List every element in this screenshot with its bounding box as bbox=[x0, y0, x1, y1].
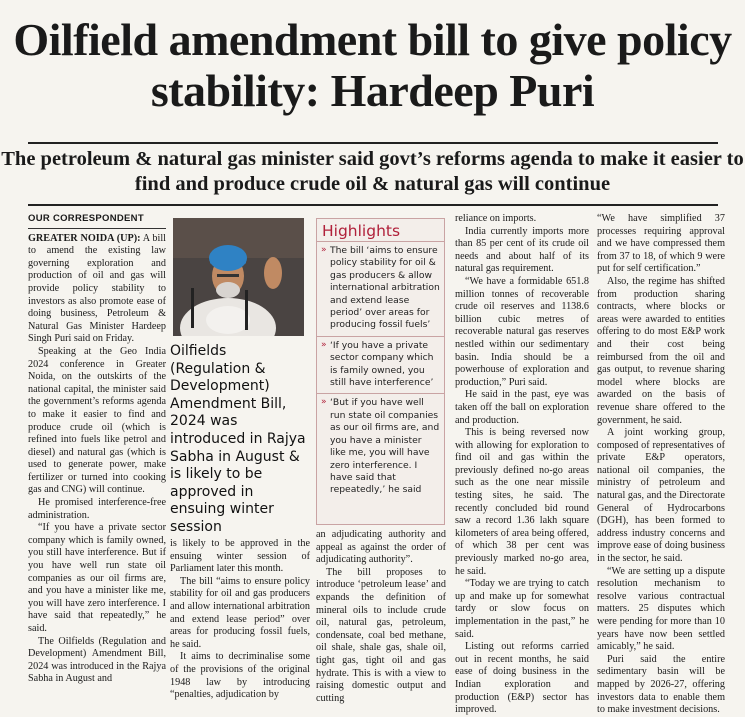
paragraph: A joint working group, composed of representatives of private E&P operators, national oil companies, the ministry of petroleum and natural gas, and the Directorate General of Hydrocarbons (DGH), has been formed to address industry concerns and improve ease of doing business in the sector, he said. bbox=[597, 427, 725, 565]
paragraph: India currently imports more than 85 per cent of its crude oil needs and about half of its natural gas requirement. bbox=[455, 225, 589, 275]
paragraph: an adjudicating authority and appeal as against the order of adjudicating authority”. bbox=[316, 529, 446, 566]
pull-quote: Oilfields (Regulation & Development) Amendment Bill, 2024 was introduced in Rajya Sabha in August & is likely to be approved in ensuing winter session bbox=[170, 343, 306, 535]
lead-text: A bill to amend the existing law governing exploration and production of oil and gas will provide policy stability to investors as also promote ease of doing business, Petroleum & Natural Gas Minister Hardeep Singh Puri said on Friday. bbox=[28, 232, 166, 345]
headline: Oilfield amendment bill to give policy stability: Hardeep Puri bbox=[13, 14, 732, 116]
headline-rule bbox=[28, 142, 718, 144]
chevron-icon: » bbox=[321, 245, 327, 255]
dateline: GREATER NOIDA (UP): bbox=[28, 232, 141, 244]
paragraph: “If you have a private sector company which is family owned, you still have interference. But if you have well run state oil companies as our oil firms are, and you have a minister like me, you will have zero interference. I have said that repeatedly,” he said. bbox=[28, 522, 166, 634]
paragraph: “We are setting up a dispute resolution mechanism to resolve various contractual matters. 25 disputes which were pending for more than 10 years have now been settled amicably,” he said. bbox=[597, 565, 725, 653]
highlight-text: ‘If you have a private sector company which is family owned, you still have interference’ bbox=[330, 339, 434, 389]
deck: The petroleum & natural gas minister said govt’s reforms agenda to make it easier to find and produce crude oil & natural gas will continue bbox=[1, 148, 744, 195]
highlight-text: The bill ‘aims to ensure policy stability for oil & gas producers & allow international arbitration and extend lease period’ over areas for producing fossil fuels’ bbox=[330, 245, 440, 331]
paragraph: is likely to be approved in the ensuing winter session of Parliament later this month. bbox=[170, 538, 310, 575]
chevron-icon: » bbox=[321, 397, 327, 408]
paragraph: The Oilfields (Regulation and Development) Amendment Bill, 2024 was introduced in the Rajya Sabha in August and bbox=[28, 635, 166, 685]
highlight-item bbox=[317, 394, 444, 500]
column-3 bbox=[316, 529, 446, 705]
chevron-icon: » bbox=[321, 339, 327, 350]
paragraph: This is being reversed now with allowing for exploration to find oil and gas within the previously defined no-go areas such as the one near missile testing sites, he said. The recently concluded bid round saw a record 1.36 lakh square kilometers of area being offered, of which 38 per cent was previously marked no-go area, he said. bbox=[455, 427, 589, 577]
paragraph: Listing out reforms carried out in recent months, he said ease of doing business in the Indian exploration and production (E&P) sector has improved. bbox=[455, 641, 589, 716]
highlight-item bbox=[317, 242, 444, 337]
column-2 bbox=[170, 538, 310, 702]
column-5 bbox=[597, 213, 725, 717]
highlights-title: Highlights bbox=[317, 219, 444, 242]
highlights-box bbox=[316, 218, 445, 525]
deck-rule bbox=[28, 204, 718, 206]
paragraph: “We have a formidable 651.8 million tonnes of recoverable crude oil reserves and 1138.6 billion cubic metres of recoverable natural gas reserves nestled within our sedimentary basin. India should be a powerhouse of exploration and production,” Puri said. bbox=[455, 275, 589, 388]
byline: OUR CORRESPONDENT bbox=[28, 213, 166, 229]
highlight-text: ‘But if you have well run state oil companies as our oil firms are, and you have a minister like me, you will have zero interference. I have said that repeatedly,’ he said bbox=[330, 397, 440, 496]
minister-photo-illustration bbox=[173, 218, 304, 336]
paragraph: It aims to decriminalise some of the provisions of the original 1948 law by introducing “penalties, adjudication by bbox=[170, 651, 310, 701]
paragraph: The bill “aims to ensure policy stability for oil and gas producers and allow international arbitration and extend lease period” over areas for producing fossil fuels, he said. bbox=[170, 575, 310, 650]
column-4 bbox=[455, 213, 589, 717]
paragraph: reliance on imports. bbox=[455, 213, 537, 224]
paragraph: Speaking at the Geo India 2024 conference in Greater Noida, on the outskirts of the national capital, the minister said the government’s reforms agenda to make it easier to find and produce crude oil (which is refined into fuels like petrol and diesel) and natural gas (which is used to generate power, make fertilizer or turned into cooking gas and CNG) will continue. bbox=[28, 345, 166, 496]
paragraph: “Today we are trying to catch up and make up for somewhat tardy or slow focus on implementation in the past,” he said. bbox=[455, 578, 589, 640]
paragraph: Also, the regime has shifted from production sharing contracts, where blocks or areas were awarded to entities offering to do most E&P work and their cost being reimbursed from the oil and gas output, to revenue sharing model where blocks are awarded on the basis of revenue share offered to the government, he said. bbox=[597, 275, 725, 426]
paragraph: The bill proposes to introduce ‘petroleum lease’ and expands the definition of mineral oils to include crude oil, natural gas, petroleum, condensate, coal bed methane, oil shale, shale gas, shale oil, tight gas, tight oil and gas hydrate. This is with a view to raising domestic output and cutting bbox=[316, 566, 446, 704]
paragraph: Puri said the entire sedimentary basin will be mapped by 2026-27, offering investors data to enable them to make investment decisions. bbox=[597, 653, 725, 716]
minister-photo bbox=[173, 218, 304, 336]
highlight-item bbox=[317, 337, 444, 395]
paragraph: He said in the past, eye was taken off the ball on exploration and production. bbox=[455, 389, 589, 426]
paragraph: He promised interference-free administration. bbox=[28, 497, 166, 521]
paragraph: “We have simplified 37 processes requiring approval and we have compressed them from 37 to 18, of which 9 were put for self certification.” bbox=[597, 213, 725, 275]
column-1 bbox=[28, 213, 166, 686]
lead-paragraph bbox=[28, 233, 166, 346]
